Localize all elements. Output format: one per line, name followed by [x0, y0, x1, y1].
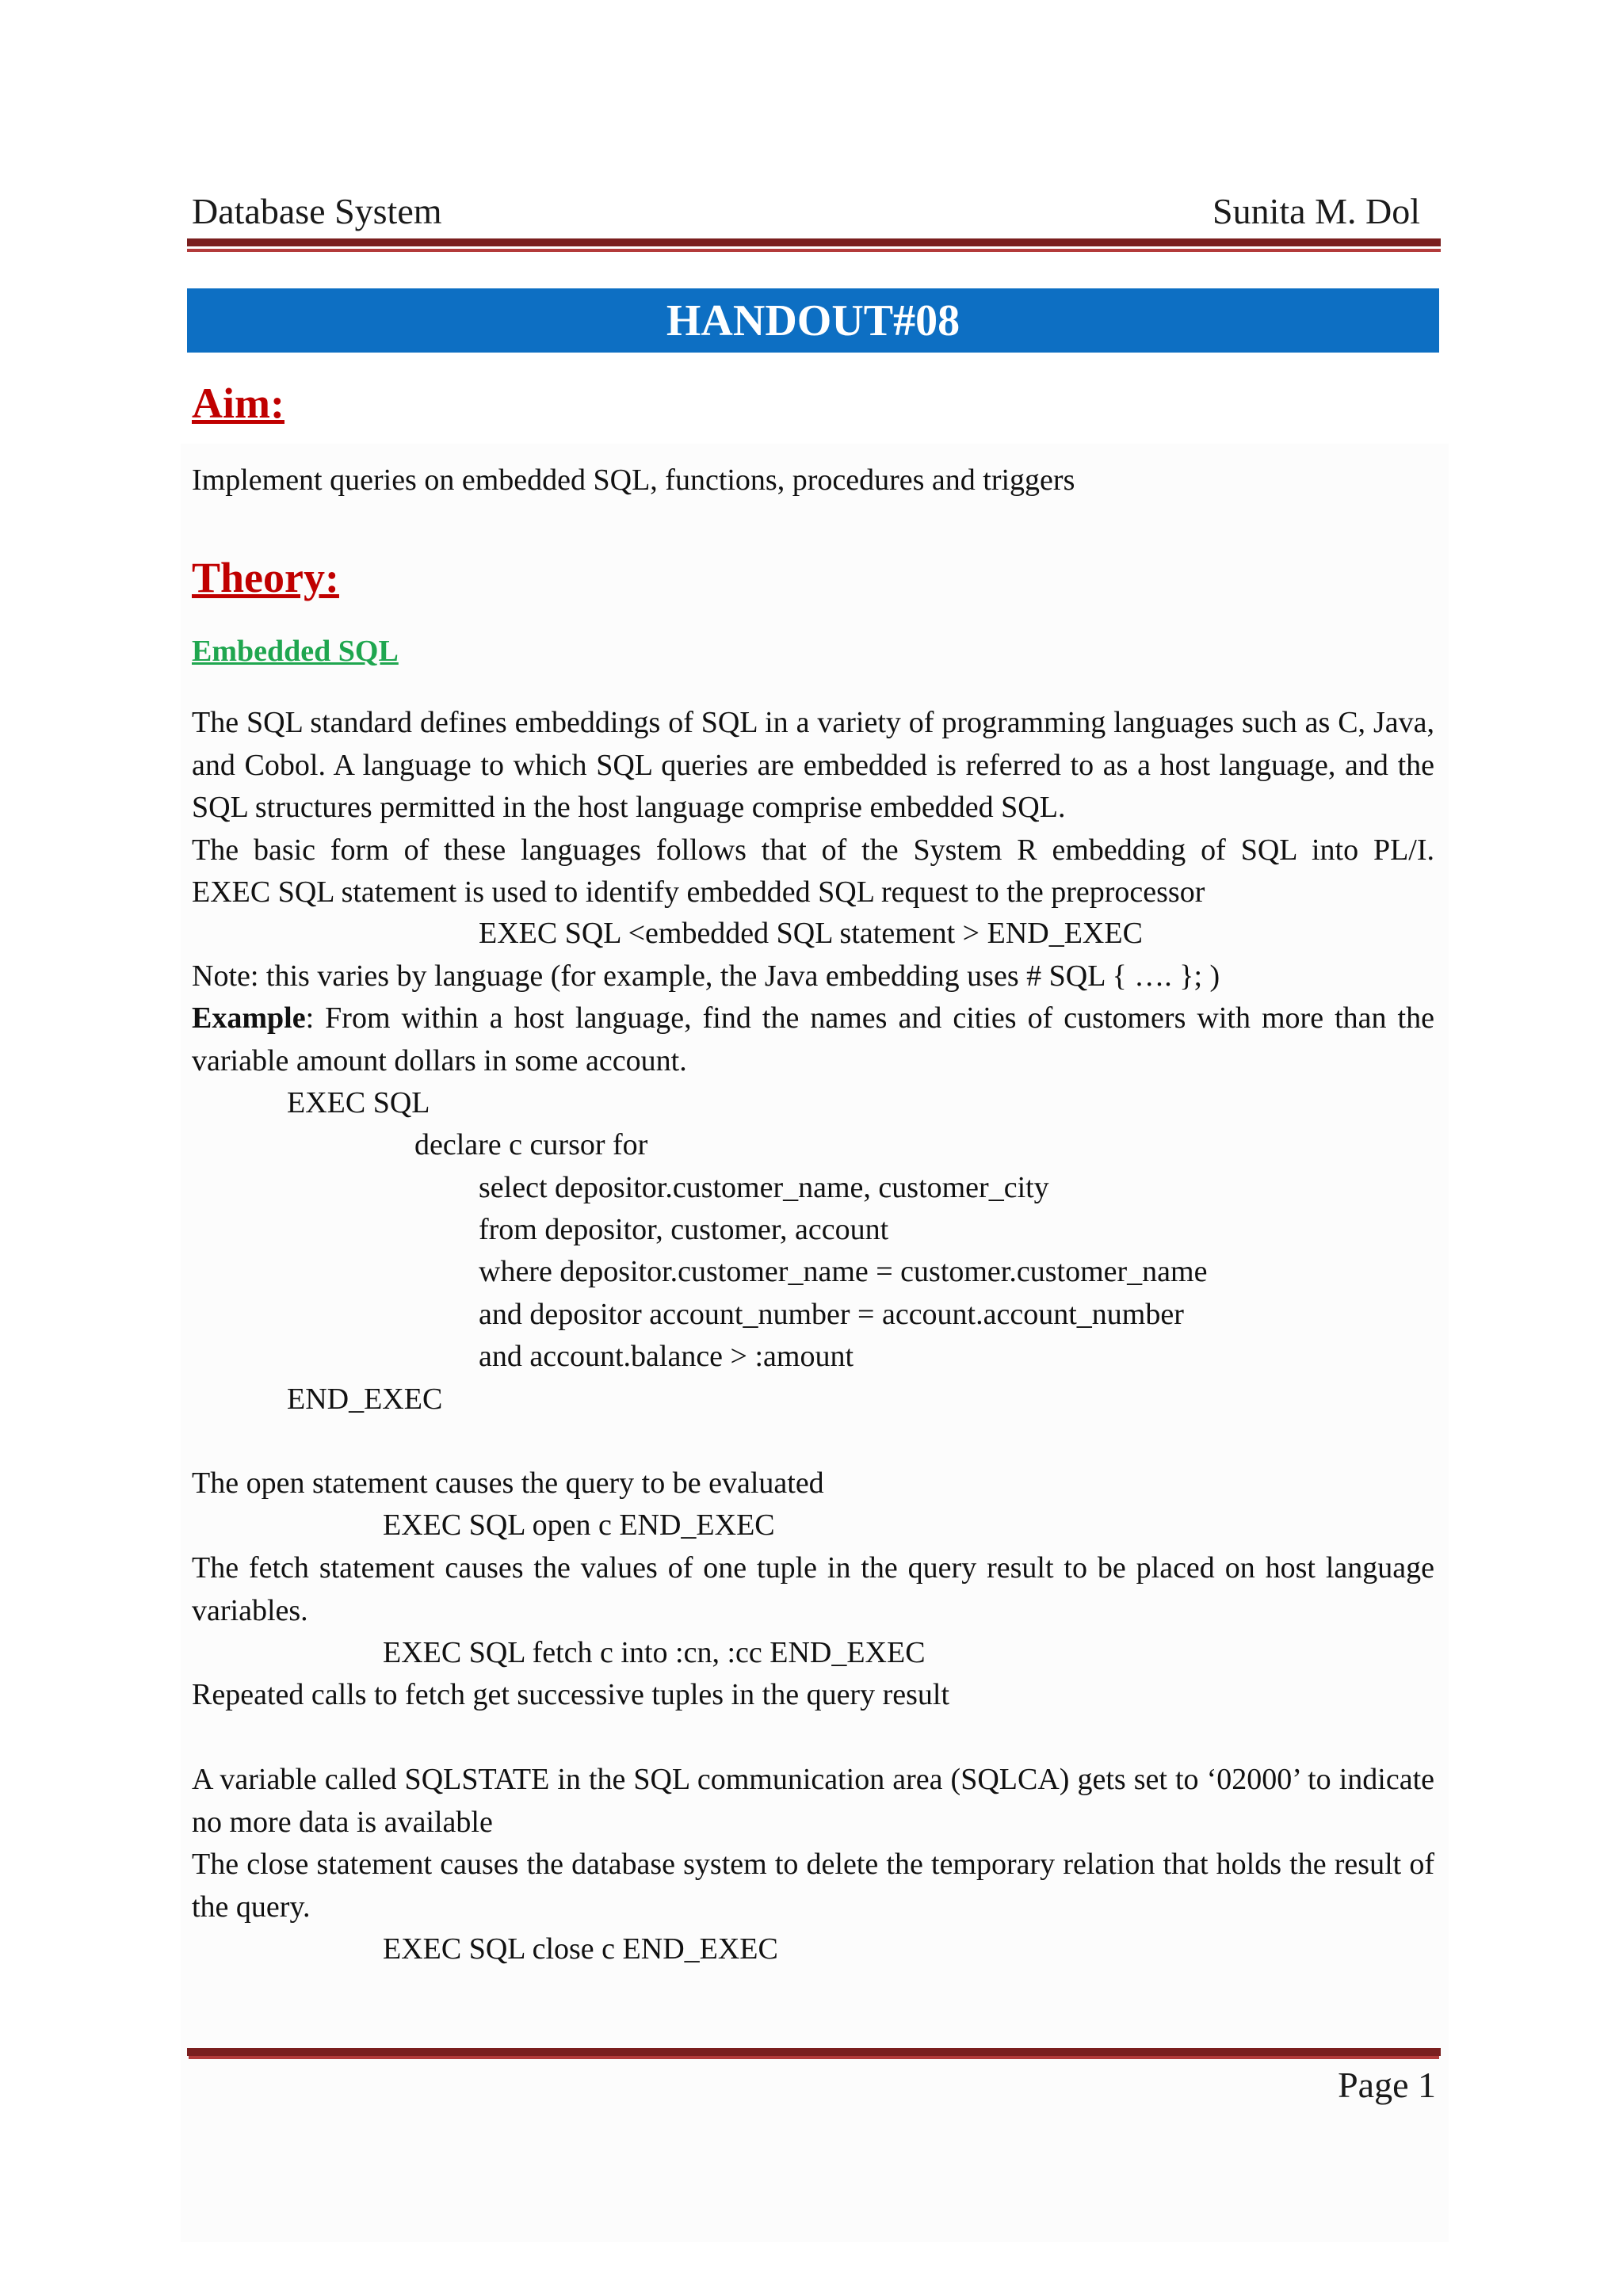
- repeated-fetch-text: Repeated calls to fetch get successive tuples in the query result: [192, 1678, 950, 1711]
- fetch-statement-text: The fetch statement causes the values of one tuple in the query result to be placed on host language variables.: [192, 1551, 1434, 1627]
- aim-heading: Aim:: [192, 379, 285, 427]
- example-paragraph: [192, 997, 1434, 1082]
- para-exec-sql: EXEC SQL statement is used to identify embedded SQL request to the preprocessor: [192, 875, 1205, 909]
- sqlstate-text: A variable called SQLSTATE in the SQL communication area (SQLCA) gets set to ‘02000’ to indicate no more data is available: [192, 1763, 1434, 1839]
- code-line: select depositor.customer_name, customer_city: [479, 1171, 1049, 1204]
- exec-sql-form: EXEC SQL <embedded SQL statement > END_EXEC: [479, 917, 1143, 950]
- fetch-statement-code: EXEC SQL fetch c into :cn, :cc END_EXEC: [383, 1636, 926, 1669]
- code-line: and depositor account_number = account.account_number: [479, 1298, 1184, 1331]
- code-line: from depositor, customer, account: [479, 1213, 889, 1246]
- para-definition: The SQL standard defines embeddings of SQL in a variety of programming languages such as C, Java, and Cobol. A language to which SQL queries are embedded is referred to as a host language, and the SQL structures permitted in the host language comprise embedded SQL.: [192, 706, 1434, 824]
- code-line: EXEC SQL: [287, 1086, 430, 1119]
- example-label: Example: [192, 1001, 306, 1035]
- open-statement-text: The open statement causes the query to be evaluated: [192, 1466, 824, 1500]
- header-author: Sunita M. Dol: [1212, 191, 1420, 231]
- code-line: END_EXEC: [287, 1383, 443, 1416]
- page-header: [192, 190, 1440, 232]
- footer-rule: [187, 2048, 1441, 2056]
- close-statement-text: The close statement causes the database system to delete the temporary relation that holds the result of the query.: [192, 1848, 1434, 1924]
- handout-title: HANDOUT#08: [666, 296, 960, 345]
- embedded-sql-paragraph: [192, 702, 1434, 914]
- aim-text: Implement queries on embedded SQL, functions, procedures and triggers: [192, 463, 1075, 497]
- handout-banner: [187, 288, 1439, 353]
- open-statement-code: EXEC SQL open c END_EXEC: [383, 1508, 775, 1542]
- header-course-title: Database System: [192, 191, 442, 231]
- example-text: : From within a host language, find the names and cities of customers with more than the variable amount dollars in some account.: [192, 1001, 1434, 1077]
- note-text: Note: this varies by language (for example, the Java embedding uses # SQL { …. }; ): [192, 959, 1220, 993]
- theory-heading: Theory:: [192, 554, 339, 601]
- close-statement-code: EXEC SQL close c END_EXEC: [383, 1932, 778, 1966]
- header-rule: [187, 238, 1441, 249]
- code-line: declare c cursor for: [414, 1128, 648, 1161]
- para-basic-form: The basic form of these languages follows that of the System R embedding of SQL into PL/I.: [192, 833, 1434, 867]
- code-line: where depositor.customer_name = customer.customer_name: [479, 1255, 1208, 1288]
- page-number: Page 1: [1338, 2065, 1436, 2105]
- embedded-sql-subheading: Embedded SQL: [192, 635, 399, 668]
- code-line: and account.balance > :amount: [479, 1340, 854, 1373]
